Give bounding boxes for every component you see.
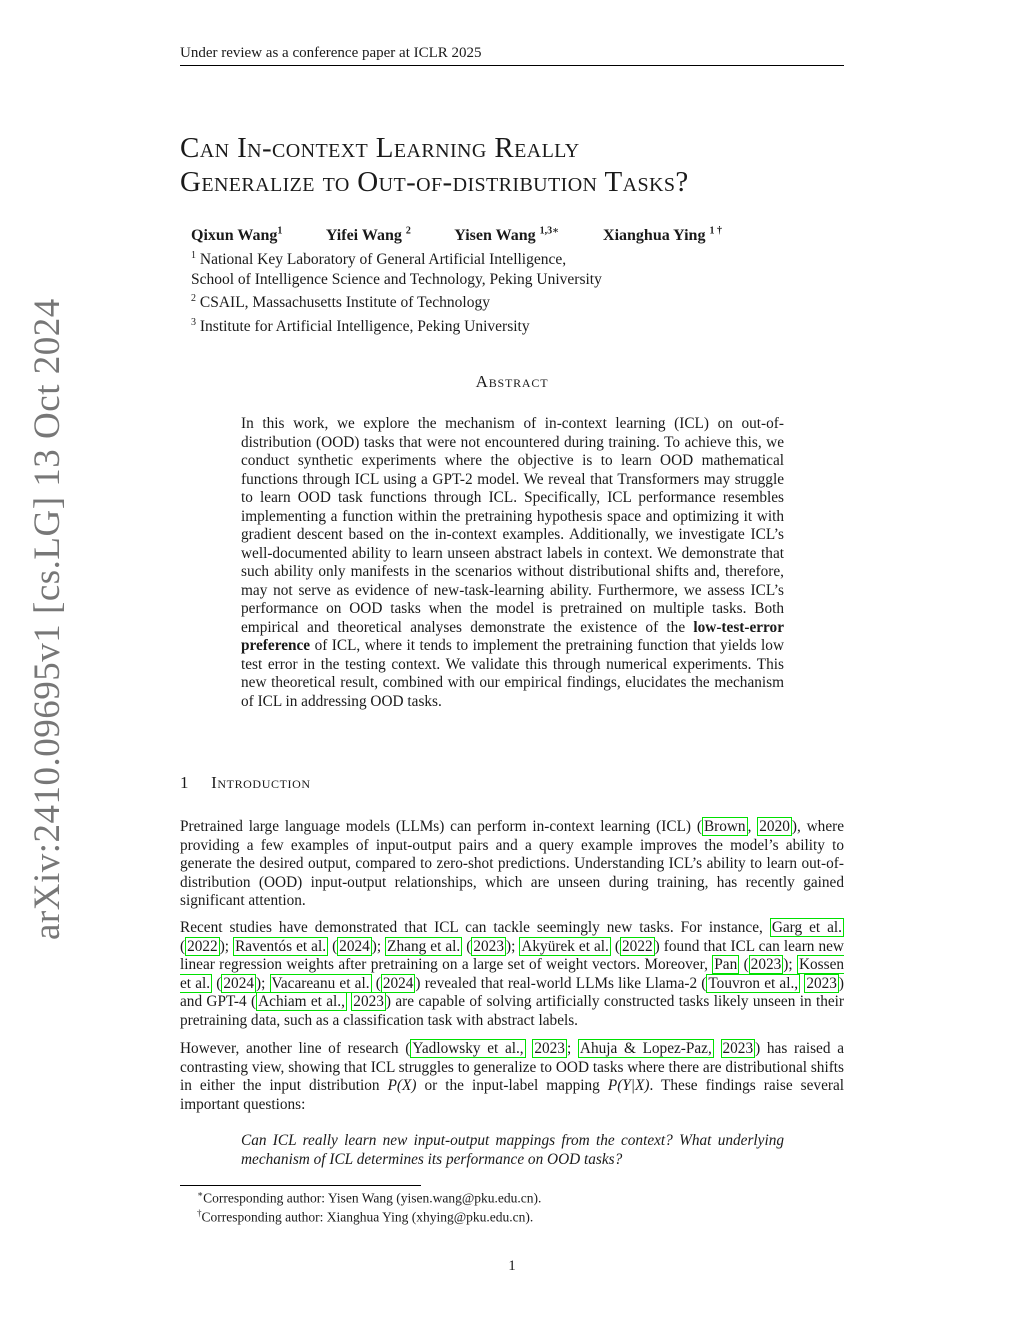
citation-link[interactable]: Kossen et al. — [180, 956, 845, 992]
footnote-text: Corresponding author: Xianghua Ying (xhying@pku.edu.cn). — [201, 1209, 534, 1225]
affil-sup: 2 — [191, 293, 196, 305]
citation-link[interactable]: Achiam et al., — [258, 993, 345, 1010]
citation-link[interactable]: 2020 — [759, 818, 790, 835]
author — [454, 227, 559, 244]
citation-link[interactable]: Raventós et al. — [235, 937, 327, 955]
section-number: 1 — [180, 773, 190, 792]
citation-link[interactable]: 2022 — [622, 937, 653, 955]
author-sup: 2 — [405, 226, 411, 237]
abstract-text: of ICL, where it tends to implement the pretraining function that yields low test error in the testing context. We validate this through numerical experiments. This new theoretical result, combined with our empirical findings, elucidates the mechanism of ICL in addressing OOD tasks. — [241, 637, 784, 710]
abstract-heading: Abstract — [475, 372, 549, 391]
author — [603, 227, 722, 244]
citation-link[interactable]: 2023 — [353, 993, 384, 1010]
citation-link[interactable]: Garg et al. — [771, 919, 842, 936]
citation-link[interactable]: 2023 — [722, 1040, 754, 1057]
citation-link[interactable]: 2024 — [339, 937, 370, 955]
author-name: Yifei Wang — [325, 227, 402, 245]
citation-link[interactable]: 2023 — [473, 937, 504, 955]
author-name: Yisen Wang — [454, 227, 536, 245]
citation-link[interactable]: 2022 — [187, 937, 218, 955]
abstract-bold: low-test-error preference — [241, 618, 784, 654]
affil-sup: 1 — [191, 250, 196, 261]
author-name: Xianghua Ying — [603, 227, 706, 245]
author — [191, 227, 282, 244]
citation-link[interactable]: 2023 — [534, 1040, 565, 1057]
citation-link[interactable]: Zhang et al. — [387, 937, 461, 955]
affiliation-1-cont: School of Intelligence Science and Technology, Peking University — [191, 270, 602, 288]
paper-title — [180, 131, 860, 199]
affil-sup: 3 — [191, 316, 196, 328]
author-sup: 1,3∗ — [539, 226, 560, 237]
author-name: Qixun Wang — [191, 227, 278, 245]
citation-link[interactable]: Akyürek et al. — [521, 937, 609, 955]
citation-link[interactable]: Vacareanu et al. — [271, 974, 370, 992]
intro-paragraph-1: Pretrained large language models (LLMs) can perform in-context learning (ICL) ( Brown , 2020 ), where providing a few examples of input-output pairs and a query example improves the model’s ability to generate the desired output, compared to zero-shot predictions. Understanding ICL’s ability to learn out-of-distribution (OOD) input-output relationships, which are unseen during training, has recently gained significant attention. — [180, 818, 844, 909]
citation-link[interactable]: Yadlowsky et al., — [412, 1040, 524, 1057]
title-line-2: Generalize to Out-of-distribution Tasks? — [180, 166, 689, 198]
intro-paragraph-3: However, another line of research ( Yadlowsky et al., 2023 ; Ahuja & Lopez-Paz, 2023 ) has raised a contrasting view, showing that ICL struggles to generalize to OOD tasks where there are distributional shifts in either the input distribution P(X) or the input-label mapping P(Y|X). These findings raise several important questions: — [180, 1040, 844, 1113]
page-number: 1 — [508, 1258, 516, 1274]
intro-paragraph-2: Recent studies have demonstrated that ICL can tackle seemingly new tasks. For instance, Garg et al. ( 2022 ); Raventós et al. ( 2024 ); Zhang et al. ( 2023 ); Akyürek et al. ( 2022 ) found that ICL can learn new linear regression weights after pretraining on a large set of weight vectors. Moreover, Pan ( 2023 ); Kossen et al. ( 2024 ); Vacareanu et al. ( 2024 ) revealed that real-world LLMs like Llama-2 ( Touvron et al., 2023 ) and GPT-4 ( Achiam et al., 2023 ) are capable of solving artificially constructed tasks likely unseen in their pretraining data, such as a classification task with abstract labels. — [180, 919, 845, 1029]
citation-link[interactable]: Ahuja & Lopez-Paz, — [579, 1040, 712, 1057]
citation-link[interactable]: 2024 — [223, 974, 254, 992]
author — [326, 227, 411, 244]
affil-text: National Key Laboratory of General Artificial Intelligence, — [199, 251, 567, 269]
section-title: Introduction — [211, 773, 311, 792]
running-header: Under review as a conference paper at ICLR 2025 — [180, 45, 482, 61]
section-heading — [180, 773, 311, 793]
math-px: P(X) — [387, 1077, 417, 1094]
citation-link[interactable]: Brown — [703, 818, 746, 835]
affiliation-3 — [191, 313, 602, 337]
affiliation-2 — [191, 289, 602, 313]
citation-link[interactable]: 2023 — [750, 956, 782, 973]
footnote-rule — [180, 1185, 421, 1186]
footnote-text: Corresponding author: Yisen Wang (yisen.wang@pku.edu.cn). — [203, 1190, 542, 1206]
affil-text: Institute for Artificial Intelligence, Peking University — [199, 317, 530, 335]
citation-link[interactable]: Touvron et al., — [708, 974, 799, 992]
header-rule — [180, 65, 844, 66]
footnote-2 — [197, 1208, 533, 1226]
arxiv-stamp: arXiv:2410.09695v1 [cs.LG] 13 Oct 2024 — [27, 298, 68, 940]
citation-link[interactable]: Pan — [714, 956, 738, 973]
author-sup: 1 — [277, 226, 283, 237]
footnote-mark: † — [197, 1208, 202, 1218]
title-line-1: Can In-context Learning Really — [180, 132, 580, 164]
affiliations — [191, 246, 602, 336]
abstract-body — [241, 415, 784, 711]
author-list — [191, 226, 762, 245]
abstract-text: In this work, we explore the mechanism of in-context learning (ICL) on out-of-distribution (OOD) tasks that were not encountered during training. To achieve this, we conduct synthetic experiments where the objective is to learn OOD mathematical functions through ICL using a GPT-2 model. We reveal that Transformers may struggle to learn OOD task functions through ICL. Specifically, ICL performance resembles implementing a function within the pretraining hypothesis space and optimizing it with gradient descent based on the in-context examples. Additionally, we investigate ICL’s well-documented ability to learn unseen abstract labels in context. We demonstrate that such ability only manifests in the scenarios without distributional shifts and, therefore, may not serve as evidence of new-task-learning ability. Furthermore, we assess ICL’s performance on OOD tasks when the model is pretrained on multiple tasks. Both empirical and theoretical analyses demonstrate the existence of the — [241, 415, 784, 636]
research-question: Can ICL really learn new input-output mappings from the context? What underlying mechanism of ICL determines its performance on OOD tasks? — [241, 1132, 784, 1168]
citation-link[interactable]: 2023 — [806, 974, 837, 992]
affil-text: CSAIL, Massachusetts Institute of Technology — [199, 294, 490, 312]
author-sup: 1 † — [709, 226, 722, 237]
footnote-mark: ∗ — [197, 1189, 204, 1199]
citation-link[interactable]: 2024 — [382, 974, 414, 992]
math-pyx: P(Y|X) — [607, 1077, 650, 1094]
footnote-1 — [197, 1189, 541, 1207]
affiliation-1 — [191, 246, 602, 270]
